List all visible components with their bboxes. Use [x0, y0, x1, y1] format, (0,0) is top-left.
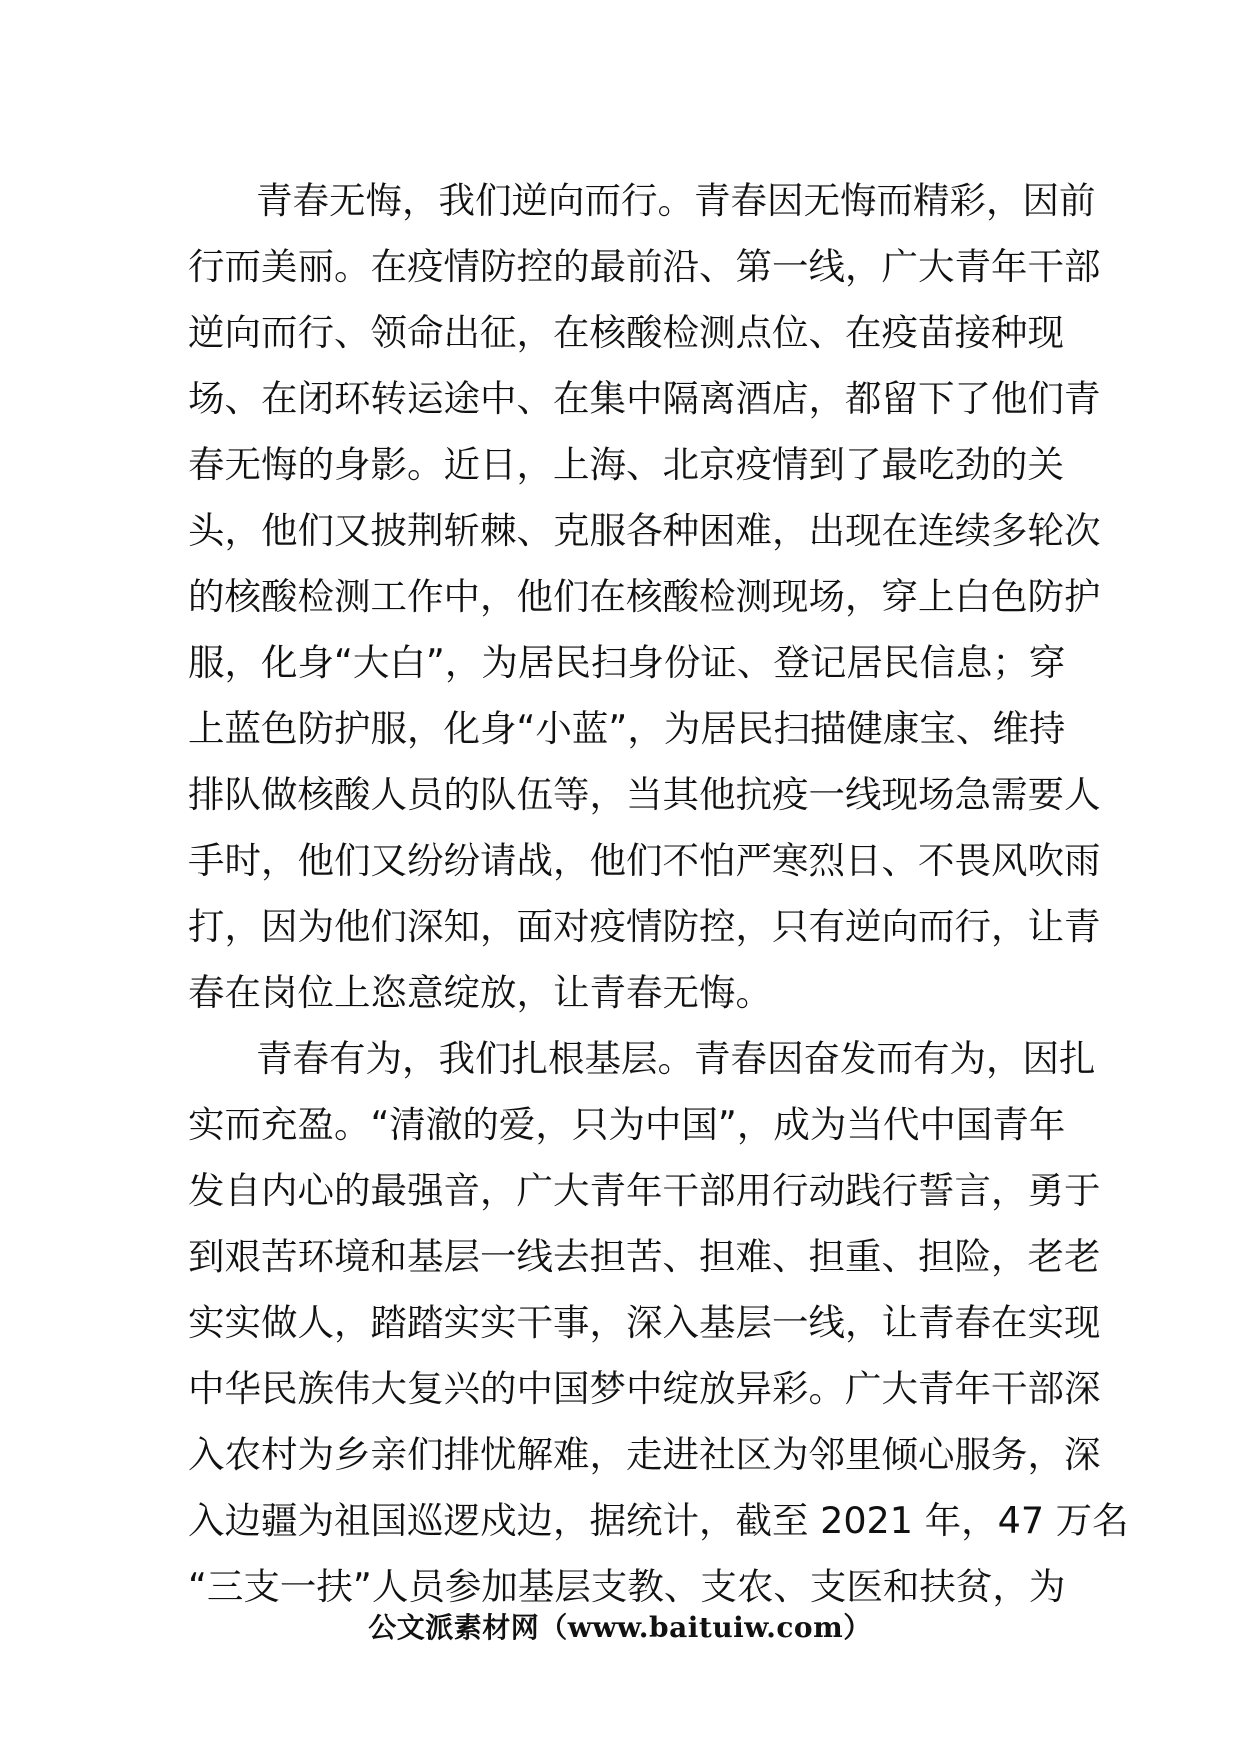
page-footer-watermark: 公文派素材网（www.baituiw.com）: [368, 1611, 872, 1644]
paragraph-1-line-13: 春在岗位上恣意绽放，让青春无悔。: [188, 971, 772, 1014]
paragraph-2-line-1: 青春有为，我们扎根基层。青春因奋发而有为，因扎: [256, 1037, 1096, 1080]
paragraph-2-line-7: 入农村为乡亲们排忧解难，走进社区为邻里倾心服务，深: [188, 1433, 1101, 1476]
paragraph-1-line-3: 逆向而行、领命出征，在核酸检测点位、在疫苗接种现: [188, 311, 1064, 354]
paragraph-2-line-5: 实实做人，踏踏实实干事，深入基层一线，让青春在实现: [188, 1301, 1101, 1344]
paragraph-1-line-4: 场、在闭环转运途中、在集中隔离酒店，都留下了他们青: [188, 377, 1101, 420]
paragraph-2-line-9: “三支一扶”人员参加基层支教、支农、支医和扶贫，为: [188, 1565, 1066, 1608]
paragraph-1-line-5: 春无悔的身影。近日，上海、北京疫情到了最吃劲的关: [188, 443, 1064, 486]
paragraph-1-line-12: 打，因为他们深知，面对疫情防控，只有逆向而行，让青: [188, 905, 1101, 948]
paragraph-2-line-4: 到艰苦环境和基层一线去担苦、担难、担重、担险，老老: [188, 1235, 1101, 1278]
paragraph-1-line-8: 服，化身“大白”，为居民扫身份证、登记居民信息；穿: [188, 641, 1066, 684]
paragraph-1-line-7: 的核酸检测工作中，他们在核酸检测现场，穿上白色防护: [188, 575, 1101, 618]
paragraph-2-line-8: 入边疆为祖国巡逻戍边，据统计，截至 2021 年，47 万名: [188, 1499, 1129, 1542]
paragraph-2-line-3: 发自内心的最强音，广大青年干部用行动践行誓言，勇于: [188, 1169, 1101, 1212]
document-body: [188, 168, 1129, 1620]
paragraph-1-line-6: 头，他们又披荆斩棘、克服各种困难，出现在连续多轮次: [188, 509, 1101, 552]
paragraph-2-line-6: 中华民族伟大复兴的中国梦中绽放异彩。广大青年干部深: [188, 1367, 1101, 1410]
paragraph-1-line-11: 手时，他们又纷纷请战，他们不怕严寒烈日、不畏风吹雨: [188, 839, 1101, 882]
paragraph-1-line-9: 上蓝色防护服，化身“小蓝”，为居民扫描健康宝、维持: [188, 707, 1066, 750]
paragraph-2-line-2: 实而充盈。“清澈的爱，只为中国”，成为当代中国青年: [188, 1103, 1066, 1146]
paragraph-1-line-1: 青春无悔，我们逆向而行。青春因无悔而精彩，因前: [256, 179, 1096, 222]
paragraph-1-line-2: 行而美丽。在疫情防控的最前沿、第一线，广大青年干部: [188, 245, 1101, 288]
paragraph-1-line-10: 排队做核酸人员的队伍等，当其他抗疫一线现场急需要人: [188, 773, 1101, 816]
